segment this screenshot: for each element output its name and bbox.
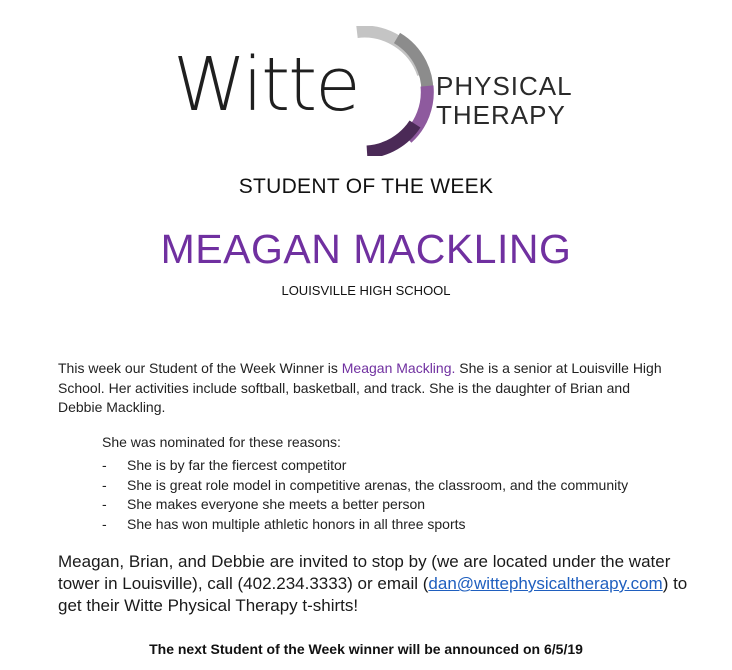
- invite-paragraph: [58, 551, 698, 617]
- reason-text: She is great role model in competitive arenas, the classroom, and the community: [127, 476, 629, 493]
- reasons-list: [102, 456, 628, 534]
- invite-text-1: Meagan, Brian, and Debbie are invited to stop by (we are located under the water tower in Louisville), call (402.234.3333) or email (: [58, 552, 671, 593]
- intro-paragraph: [58, 359, 678, 418]
- bullet-dash: -: [102, 476, 107, 493]
- witte-logo: [170, 26, 573, 156]
- bullet-dash: -: [102, 457, 107, 473]
- footer-announcement: The next Student of the Week winner will be announced on 6/5/19: [149, 641, 583, 657]
- intro-text-1: This week our Student of the Week Winner is: [58, 360, 342, 376]
- page-title: STUDENT OF THE WEEK: [238, 175, 494, 198]
- student-name: MEAGAN MACKLING: [160, 226, 572, 272]
- list-item: [102, 495, 628, 515]
- logo-line-physical: PHYSICAL: [436, 71, 573, 101]
- list-item: [102, 476, 628, 496]
- reason-text: She is by far the fiercest competitor: [127, 457, 347, 473]
- logo-wordmark: Witte: [173, 42, 359, 128]
- reasons-heading: She was nominated for these reasons:: [102, 434, 341, 450]
- bullet-dash: -: [102, 496, 107, 512]
- reason-text: She makes everyone she meets a better person: [127, 496, 426, 512]
- intro-text-2: She is a senior at Louisville High School. Her activities include softball, basketball, and track. She is the daughter of Brian and Debbie Mackling.: [58, 360, 662, 415]
- bullet-dash: -: [102, 515, 107, 532]
- list-item: [102, 456, 628, 476]
- intro-student-name: Meagan Mackling.: [341, 360, 456, 376]
- email-link[interactable]: dan@wittephysicaltherapy.com: [428, 574, 663, 593]
- logo-arc-icon: [345, 26, 435, 156]
- reason-text: She has won multiple athletic honors in all three sports: [127, 515, 466, 532]
- logo-line-therapy: THERAPY: [436, 100, 566, 130]
- list-item: [102, 515, 628, 535]
- school-name: LOUISVILLE HIGH SCHOOL: [281, 283, 451, 298]
- invite-text-2: ) to get their Witte Physical Therapy t-shirts!: [58, 574, 688, 615]
